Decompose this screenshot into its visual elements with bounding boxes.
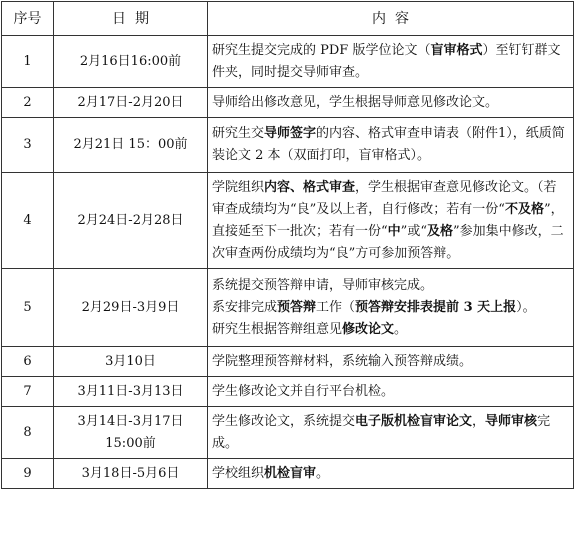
row-seq: 8 xyxy=(2,407,54,459)
table-row xyxy=(2,36,574,88)
row-content xyxy=(208,118,574,173)
content-emphasis: 电子版机检盲审论文 xyxy=(355,413,473,429)
schedule-table xyxy=(1,1,574,489)
content-text: 。 xyxy=(316,465,330,481)
content-emphasis: 导师签字 xyxy=(264,126,317,141)
content-text: 学校组织 xyxy=(212,465,265,481)
content-emphasis: 导师审核 xyxy=(485,413,538,429)
row-seq: 4 xyxy=(2,173,54,269)
content-emphasis: 内容、格式审查 xyxy=(264,179,356,195)
header-seq: 序号 xyxy=(2,2,54,36)
table-row xyxy=(2,347,574,377)
row-date: 2月16日16:00前 xyxy=(54,36,208,88)
table-row xyxy=(2,173,574,269)
table-row xyxy=(2,407,574,459)
content-text: ”，直接延至下一批次；若有一份“ xyxy=(212,201,564,239)
content-text: 学生修改论文，系统提交 xyxy=(212,413,356,429)
content-text: ”或“ xyxy=(400,223,427,239)
content-text: 完成。 xyxy=(212,413,551,451)
row-content xyxy=(208,377,574,407)
table-row xyxy=(2,377,574,407)
content-text: 。 xyxy=(394,321,408,337)
content-text: ， xyxy=(472,413,486,429)
row-date: 2月29日-3月9日 xyxy=(54,269,208,347)
row-content xyxy=(208,173,574,269)
content-text: 学院组织 xyxy=(212,179,265,195)
content-emphasis: 预答辩 xyxy=(277,299,317,315)
row-seq: 6 xyxy=(2,347,54,377)
table-header-row xyxy=(2,2,574,36)
row-seq: 7 xyxy=(2,377,54,407)
row-seq: 3 xyxy=(2,118,54,173)
row-seq: 9 xyxy=(2,459,54,489)
row-date: 2月24日-2月28日 xyxy=(54,173,208,269)
content-emphasis: 修改论文 xyxy=(342,321,395,337)
row-date: 3月18日-5月6日 xyxy=(54,459,208,489)
table-row xyxy=(2,88,574,118)
header-content: 内 容 xyxy=(208,2,574,36)
content-emphasis: 预答辩安排表提前 3 天上报 xyxy=(355,299,517,315)
content-text: ）至钉钉群文件夹，同时提交导师审查。 xyxy=(212,42,561,80)
row-date: 2月21日 15：00前 xyxy=(54,118,208,173)
table-row xyxy=(2,269,574,347)
content-text: ）。 xyxy=(516,299,536,315)
content-emphasis: 及格 xyxy=(426,223,453,239)
row-content xyxy=(208,36,574,88)
content-emphasis: 不及格 xyxy=(504,201,544,217)
row-seq: 5 xyxy=(2,269,54,347)
content-text: 学院整理预答辩材料，系统输入预答辩成绩。 xyxy=(212,353,473,369)
row-content xyxy=(208,88,574,118)
content-text: 工作（ xyxy=(316,299,356,315)
row-date: 3月10日 xyxy=(54,347,208,377)
content-text: 研究生交 xyxy=(212,126,265,141)
content-text: 研究生根据答辩组意见 xyxy=(212,321,343,337)
row-seq: 2 xyxy=(2,88,54,118)
content-text: 系统提交预答辩申请，导师审核完成。 xyxy=(212,277,434,293)
row-content xyxy=(208,347,574,377)
table-row xyxy=(2,459,574,489)
content-text: ”参加集中修改，二次审查两份成绩均为“良”方可参加预答辩。 xyxy=(212,223,564,261)
content-emphasis: 盲审格式 xyxy=(430,42,483,58)
content-text: 研究生提交完成的 PDF 版学位论文（ xyxy=(212,42,431,58)
content-text: ，学生根据审查意见修改论文。（若审查成绩均为“良”及以上者，自行修改；若有一份“ xyxy=(212,179,557,217)
content-text: 导师给出修改意见，学生根据导师意见修改论文。 xyxy=(212,94,499,110)
row-seq: 1 xyxy=(2,36,54,88)
content-text: 学生修改论文并自行平台机检。 xyxy=(212,383,395,399)
content-text: 系安排完成 xyxy=(212,299,278,315)
header-date: 日 期 xyxy=(54,2,208,36)
row-content xyxy=(208,407,574,459)
table-row xyxy=(2,118,574,173)
content-text: 的内容、格式审查申请表（附件1），纸质简装论文 2 本（双面打印，盲审格式）。 xyxy=(212,126,565,163)
row-date: 2月17日-2月20日 xyxy=(54,88,208,118)
row-content xyxy=(208,269,574,347)
content-emphasis: 中 xyxy=(387,223,401,239)
row-content xyxy=(208,459,574,489)
content-emphasis: 机检盲审 xyxy=(264,465,317,481)
row-date: 3月11日-3月13日 xyxy=(54,377,208,407)
row-date: 3月14日-3月17日 15:00前 xyxy=(54,407,208,459)
